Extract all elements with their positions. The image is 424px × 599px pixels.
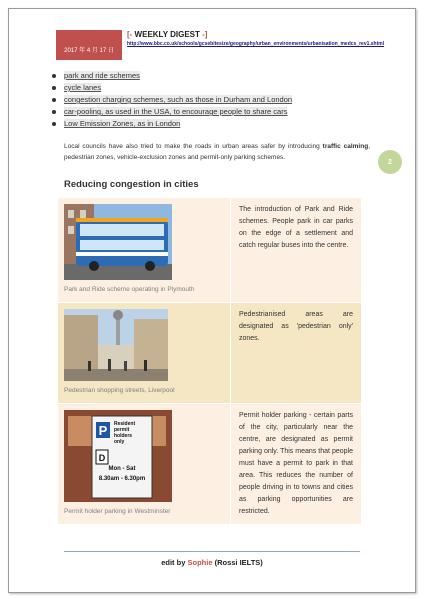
image-cell [58,303,231,404]
intro-paragraph [64,141,370,163]
sign-letter: P [98,423,108,438]
description-cell: The introduction of Park and Ride schemes. People park in car parks on the edge of a settlement and catch regular buses into the centre. [231,198,362,303]
image-caption: Park and Ride scheme operating in Plymouth [64,286,195,293]
street-photo [64,309,168,381]
list-item[interactable] [52,118,292,130]
sign-line3: holders [114,433,133,439]
footer-divider [64,551,360,552]
digest-title [127,30,207,39]
title-close-bracket: -] [202,30,208,39]
sign-hours: 8.30am - 6.30pm [98,476,146,482]
bullet-link[interactable]: Low Emission Zones, as in London [64,119,181,128]
bus-photo [64,204,172,280]
image-cell [58,198,231,303]
title-text: WEEKLY DIGEST [132,30,203,39]
list-item[interactable] [52,94,292,106]
bullet-icon [52,98,56,102]
scheme-bullet-list [52,70,292,130]
list-item[interactable] [52,82,292,94]
bullet-link[interactable]: park and ride schemes [64,71,140,80]
congestion-table [57,197,362,525]
sign-line2: permit [114,427,130,433]
bullet-link[interactable]: car-pooling, as used in the USA, to encourage people to share cars [64,107,288,116]
source-url-link[interactable]: http://www.bbc.co.uk/schools/gcsebitesize/geography/urban_environments/urbanisation_medcs_rev1.shtml [127,41,385,47]
intro-bold-term: traffic calming [322,142,369,150]
description-cell: Pedestrianised areas are designated as 'pedestrian only' zones. [231,303,362,404]
table-row [58,303,362,404]
image-caption: Pedestrian shopping streets, Liverpool [64,387,175,394]
intro-part1: Local councils have also tried to make the roads in urban areas safer by introducing [64,142,323,150]
list-item[interactable] [52,70,292,82]
section-heading: Reducing congestion in cities [64,179,199,190]
parking-sign-photo [64,410,172,502]
footer-credit [0,558,424,567]
bullet-icon [52,86,56,90]
intro-part2: , pedestrian zones, vehicle-exclusion zones and permit-only parking schemes. [64,142,370,161]
bullet-icon [52,74,56,78]
footer-author: Sophie [187,558,213,567]
table-row [58,404,362,525]
bullet-icon [52,122,56,126]
sign-line4: only [114,439,125,445]
bullet-link[interactable]: congestion charging schemes, such as those in Durham and London [64,95,293,104]
table-row [58,198,362,303]
sign-line1: Resident [114,421,136,427]
date-text: 2017 年 4 月 17 日 [64,48,114,54]
page-number-badge [378,150,402,174]
description-cell: Permit holder parking - certain parts of the city, particularly near the centre, are designated as permit parking only. This means that people must have a permit to park in that area. This reduces the number of people driving in to towns and cities as parking opportunities are restricted. [231,404,362,525]
footer-suffix: (Rossi IELTS) [212,558,263,567]
list-item[interactable] [52,106,292,118]
bullet-link[interactable]: cycle lanes [64,83,102,92]
sign-days: Mon - Sat [108,466,136,472]
footer-prefix: edit by [161,558,188,567]
image-cell [58,404,231,525]
page-number-text: 2 [388,158,392,166]
title-open-bracket: [- [127,30,133,39]
image-caption: Permit holder parking in Westminster [64,508,171,515]
sign-zone: D [98,453,106,463]
bullet-icon [52,110,56,114]
date-box [56,30,122,60]
